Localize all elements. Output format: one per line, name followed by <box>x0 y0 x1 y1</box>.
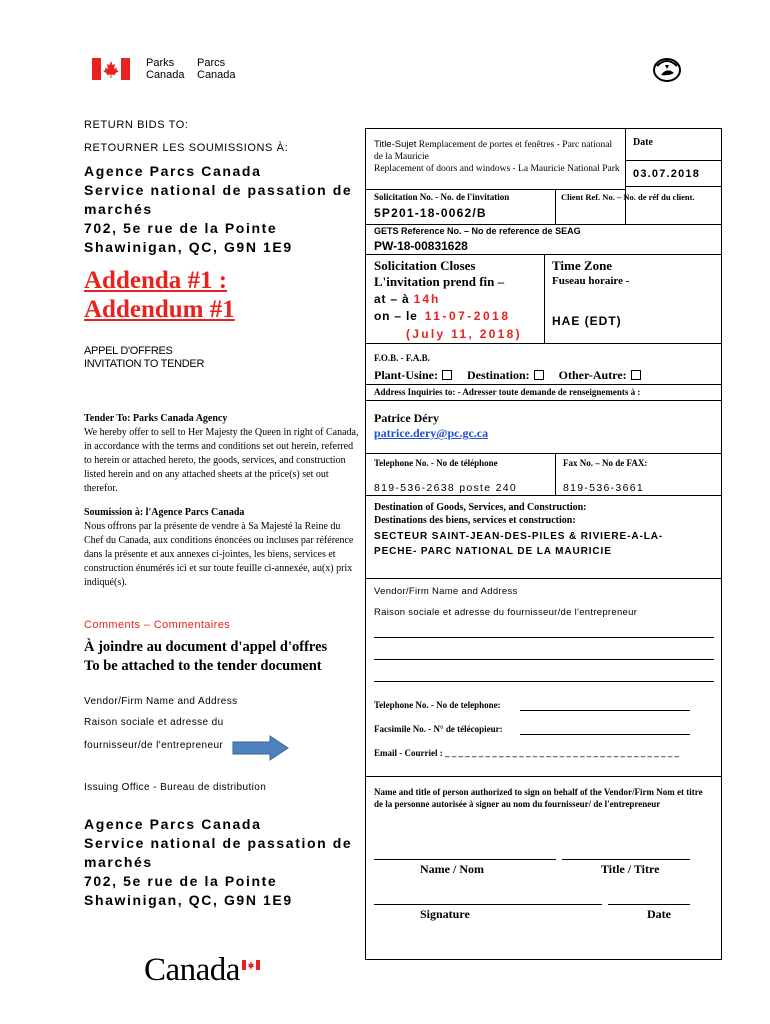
at-value: 14h <box>413 292 441 306</box>
vendor-fax-label: Facsimile No. - N° de télécopieur: <box>374 724 503 734</box>
comments-label: Comments – Commentaires <box>84 619 231 631</box>
tz-label: Time Zone <box>552 258 613 273</box>
attach-note <box>84 638 327 676</box>
fax-label: Fax No. – No de FAX: <box>563 458 648 468</box>
fob-label: F.O.B. - F.A.B. <box>374 353 430 363</box>
attach-note-fr: À joindre au document d'appel d'offres <box>84 639 328 655</box>
destination-label: Destination: <box>467 368 530 382</box>
name-label: Name / Nom <box>420 862 484 876</box>
address-line: marchés <box>84 201 153 217</box>
canada-flag-icon <box>92 58 130 80</box>
parks-canada-logo <box>92 58 252 82</box>
address-line: 702, 5e rue de la Pointe <box>84 220 278 236</box>
vendor-email-field[interactable]: _ _ _ _ _ _ _ _ _ _ _ _ _ _ _ _ _ _ _ _ _ _ _ _ _ _ _ _ _ _ _ _ _ _ _ <box>445 748 679 758</box>
closes-label-en: Solicitation Closes <box>374 258 476 273</box>
closing-date <box>374 309 511 323</box>
plant-label: Plant-Usine: <box>374 368 438 382</box>
dest-labels <box>374 501 587 527</box>
soumission-body: Nous offrons par la présente de vendre à Sa Majesté la Reine du Chef du Canada, aux conditions énoncées ou incluses par référence dans la présente et aux annexes ci-jointes, les biens, services et construction énumérés ici et sur toute feuille ci-annexée, au(x) prix indiqué(s). <box>84 521 354 588</box>
authorized-label: Name and title of person authorized to sign on behalf of the Vendor/Firm Nom et titre de la personne autorisée à signer au nom du fournisseur/ de l'entrepreneur <box>374 787 703 809</box>
solicitation-label: Solicitation No. - No. de l'invitation <box>374 192 510 202</box>
plant-checkbox[interactable] <box>442 370 452 380</box>
fax-value: 819-536-3661 <box>563 482 644 494</box>
solicitation-value: 5P201-18-0062/B <box>374 206 487 220</box>
sign-date-label: Date <box>647 907 671 921</box>
retourner-label: RETOURNER LES SOUMISSIONS À: <box>84 142 289 154</box>
tel-label: Telephone No. - No de téléphone <box>374 458 498 468</box>
gets-value: PW-18-00831628 <box>374 239 468 253</box>
left-raison-label-2: fournisseur/de l'entrepreneur <box>84 740 224 751</box>
beaver-emblem-icon <box>650 56 684 84</box>
on-value-en: (July 11, 2018) <box>406 327 522 341</box>
title-fr: Remplacement de portes et fenêtres - Parc national de la Mauricie <box>374 140 613 162</box>
title-cell <box>374 139 622 175</box>
return-bids-label: RETURN BIDS TO: <box>84 119 189 131</box>
on-value: 11-07-2018 <box>424 309 511 323</box>
vendor-label: Vendor/Firm Name and Address <box>374 586 518 597</box>
wordmark-flag-icon <box>242 960 260 970</box>
destination-checkbox[interactable] <box>534 370 544 380</box>
soumission-block <box>84 506 362 590</box>
title-label-sig: Title / Titre <box>601 862 660 876</box>
logo-canada-en: Canada <box>146 69 185 81</box>
at-label: at – à <box>374 292 410 306</box>
vendor-address-line-3[interactable] <box>374 681 714 682</box>
gets-label: GETS Reference No. – No de reference de SEAG <box>374 226 581 236</box>
fob-options <box>374 368 641 383</box>
on-label: on – le <box>374 309 418 323</box>
inquiries-label: Address Inquiries to: - Adresser toute demande de renseignements à : <box>374 387 641 397</box>
address-line: Agence Parcs Canada <box>84 163 262 179</box>
dest-value-line: SECTEUR SAINT-JEAN-DES-PILES & RIVIERE-A-LA- <box>374 531 664 542</box>
contact-name: Patrice Déry <box>374 411 439 425</box>
sign-date-field[interactable] <box>608 904 690 905</box>
canada-wordmark <box>144 952 264 992</box>
date-value: 03.07.2018 <box>633 168 701 180</box>
issuing-address <box>84 815 352 910</box>
invitation-to-tender: INVITATION TO TENDER <box>84 358 205 370</box>
vendor-email-label: Email - Courriel : _ _ _ _ _ _ _ _ _ _ _ _ _ _ _ _ _ _ _ _ _ _ _ _ _ _ _ _ _ _ _ _ _ _ _ <box>374 748 679 758</box>
tz-value: HAE (EDT) <box>552 314 622 328</box>
attach-note-en: To be attached to the tender document <box>84 658 322 674</box>
return-address <box>84 162 352 257</box>
tz-label-fr: Fuseau horaire - <box>552 275 630 287</box>
addenda-line-fr: Addenda #1 : <box>84 267 228 294</box>
date-label: Date <box>633 137 653 148</box>
logo-parcs-fr: Parcs <box>197 57 226 69</box>
address-line: marchés <box>84 854 153 870</box>
tel-value: 819-536-2638 poste 240 <box>374 482 518 494</box>
addenda-title <box>84 266 235 324</box>
address-line: Service national de passation de <box>84 182 353 198</box>
address-line: Agence Parcs Canada <box>84 816 262 832</box>
raison-label: Raison sociale et adresse du fournisseur/de l'entrepreneur <box>374 607 638 618</box>
logo-parks-en: Parks <box>146 57 175 69</box>
address-line: Shawinigan, QC, G9N 1E9 <box>84 892 293 908</box>
name-field[interactable] <box>374 859 556 860</box>
signature-field[interactable] <box>374 904 602 905</box>
vendor-fax-field[interactable] <box>520 734 690 735</box>
closes-block <box>374 258 504 290</box>
tender-to-body: We hereby offer to sell to Her Majesty the Queen in right of Canada, in accordance with the terms and conditions set out herein, referred to herein or attached hereto, the goods, services, and construction listed herein and on any attached sheets at the price(s) set out therefor. <box>84 427 359 494</box>
vendor-tel-field[interactable] <box>520 710 690 711</box>
address-line: 702, 5e rue de la Pointe <box>84 873 278 889</box>
dest-label-en: Destination of Goods, Services, and Construction: <box>374 502 587 513</box>
left-vendor-name-label: Vendor/Firm Name and Address <box>84 696 238 707</box>
canada-wordmark-text: Canada <box>144 952 240 988</box>
logo-canada-fr: Canada <box>197 69 236 81</box>
closing-time <box>374 292 440 306</box>
address-line: Shawinigan, QC, G9N 1E9 <box>84 239 293 255</box>
tender-form <box>365 128 722 960</box>
vendor-address-line-2[interactable] <box>374 659 714 660</box>
left-raison-label-1: Raison sociale et adresse du <box>84 717 224 728</box>
title-en: Replacement of doors and windows - La Mauricie National Park <box>374 164 620 174</box>
soumission-title: Soumission à: l'Agence Parcs Canada <box>84 507 245 518</box>
tender-type <box>84 345 204 371</box>
addenda-line-en: Addendum #1 <box>84 296 235 323</box>
contact-email[interactable]: patrice.dery@pc.gc.ca <box>374 426 489 440</box>
vendor-tel-label: Telephone No. - No de telephone: <box>374 700 501 710</box>
tender-to-title: Tender To: Parks Canada Agency <box>84 413 228 424</box>
client-ref-label: Client Ref. No. – No. de réf du client. <box>561 192 695 202</box>
issuing-office-label: Issuing Office - Bureau de distribution <box>84 782 267 793</box>
dest-value <box>374 529 663 559</box>
dest-label-fr: Destinations des biens, services et construction: <box>374 515 576 526</box>
appel-doffres: APPEL D'OFFRES <box>84 345 173 357</box>
arrow-right-icon <box>232 735 290 761</box>
other-checkbox[interactable] <box>631 370 641 380</box>
other-label: Other-Autre: <box>558 368 627 382</box>
title-label: Title-Sujet <box>374 139 417 150</box>
title-field[interactable] <box>562 859 690 860</box>
address-line: Service national de passation de <box>84 835 353 851</box>
tender-to-block <box>84 412 362 496</box>
vendor-address-line-1[interactable] <box>374 637 714 638</box>
closes-label-fr: L'invitation prend fin – <box>374 274 505 289</box>
signature-label: Signature <box>420 907 470 921</box>
dest-value-line: PECHE- PARC NATIONAL DE LA MAURICIE <box>374 546 612 557</box>
